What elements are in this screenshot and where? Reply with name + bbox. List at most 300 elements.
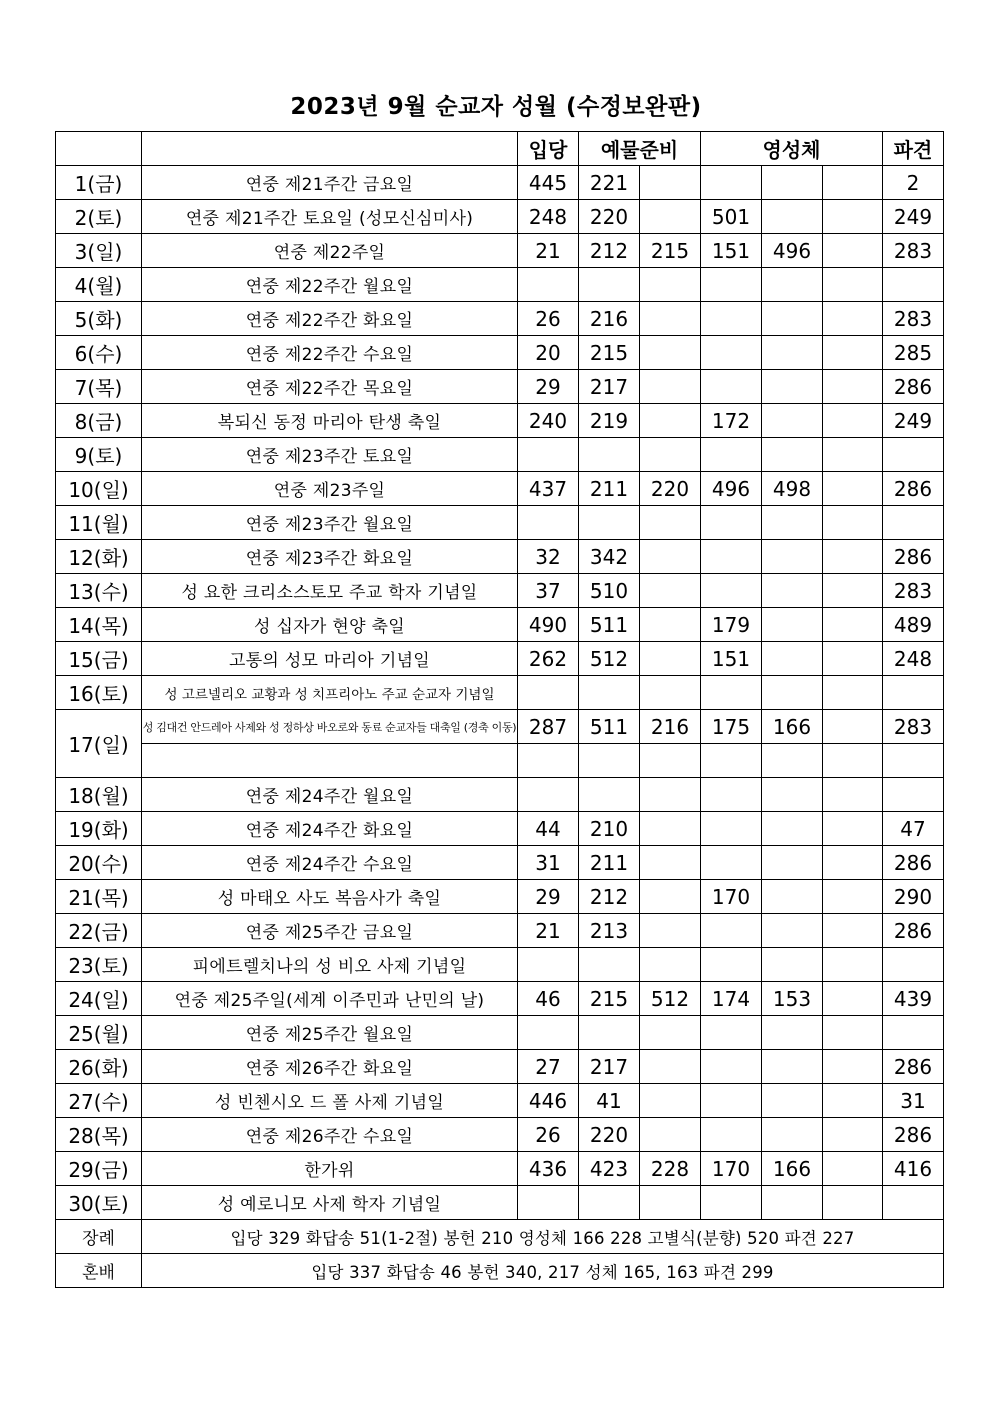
hymn-communion-1-cell: 174 — [701, 982, 762, 1016]
hymn-communion-2-cell — [762, 166, 823, 200]
empty-cell — [579, 744, 640, 778]
feast-cell: 연중 제24주간 월요일 — [142, 778, 518, 812]
hymn-communion-2-cell — [762, 336, 823, 370]
hymn-dismissal-cell: 286 — [883, 472, 944, 506]
hymn-communion-3-cell — [823, 1084, 883, 1118]
hymn-communion-2-cell — [762, 438, 823, 472]
hymn-offertory-2-cell: 216 — [640, 710, 701, 744]
feast-cell: 연중 제24주간 화요일 — [142, 812, 518, 846]
wedding-hymns: 입당 337 화답송 46 봉헌 340, 217 성체 165, 163 파견 299 — [142, 1254, 944, 1288]
hymn-entrance-cell: 29 — [518, 370, 579, 404]
hymn-offertory-1-cell: 211 — [579, 472, 640, 506]
header-row — [56, 132, 944, 166]
hymn-offertory-2-cell — [640, 948, 701, 982]
hymn-offertory-2-cell — [640, 1050, 701, 1084]
hymn-offertory-2-cell: 512 — [640, 982, 701, 1016]
hymn-communion-1-cell — [701, 268, 762, 302]
header-offertory: 예물준비 — [579, 132, 701, 166]
day-cell: 19(화) — [56, 812, 142, 846]
feast-cell: 연중 제22주간 월요일 — [142, 268, 518, 302]
hymn-offertory-2-cell — [640, 812, 701, 846]
hymn-communion-2-cell — [762, 1186, 823, 1220]
hymn-communion-3-cell — [823, 1016, 883, 1050]
hymn-communion-3-cell — [823, 336, 883, 370]
hymn-entrance-cell — [518, 948, 579, 982]
hymn-dismissal-cell: 290 — [883, 880, 944, 914]
table-row — [56, 540, 944, 574]
hymn-communion-2-cell — [762, 1118, 823, 1152]
hymn-offertory-1-cell: 212 — [579, 880, 640, 914]
hymn-communion-1-cell: 170 — [701, 1152, 762, 1186]
hymn-schedule-table — [55, 131, 944, 1288]
hymn-entrance-cell: 21 — [518, 234, 579, 268]
feast-cell: 연중 제22주간 목요일 — [142, 370, 518, 404]
hymn-offertory-2-cell — [640, 438, 701, 472]
hymn-communion-2-cell: 496 — [762, 234, 823, 268]
hymn-offertory-1-cell — [579, 948, 640, 982]
hymn-communion-3-cell — [823, 778, 883, 812]
hymn-offertory-2-cell — [640, 370, 701, 404]
header-entrance: 입당 — [518, 132, 579, 166]
hymn-communion-2-cell — [762, 1016, 823, 1050]
hymn-dismissal-cell: 286 — [883, 370, 944, 404]
hymn-offertory-1-cell: 220 — [579, 200, 640, 234]
feast-cell: 연중 제22주간 화요일 — [142, 302, 518, 336]
hymn-offertory-1-cell: 215 — [579, 982, 640, 1016]
hymn-offertory-2-cell — [640, 608, 701, 642]
hymn-entrance-cell — [518, 778, 579, 812]
hymn-dismissal-cell — [883, 948, 944, 982]
hymn-communion-1-cell: 496 — [701, 472, 762, 506]
hymn-communion-1-cell — [701, 302, 762, 336]
hymn-communion-3-cell — [823, 676, 883, 710]
hymn-offertory-1-cell: 41 — [579, 1084, 640, 1118]
hymn-communion-3-cell — [823, 302, 883, 336]
hymn-offertory-2-cell — [640, 1016, 701, 1050]
table-row — [56, 914, 944, 948]
feast-cell: 연중 제22주일 — [142, 234, 518, 268]
day-cell: 3(일) — [56, 234, 142, 268]
hymn-offertory-2-cell — [640, 540, 701, 574]
hymn-communion-2-cell — [762, 200, 823, 234]
table-row — [56, 880, 944, 914]
hymn-offertory-2-cell — [640, 404, 701, 438]
hymn-communion-3-cell — [823, 438, 883, 472]
hymn-offertory-2-cell — [640, 1118, 701, 1152]
table-row — [56, 370, 944, 404]
hymn-communion-2-cell — [762, 404, 823, 438]
feast-cell: 한가위 — [142, 1152, 518, 1186]
hymn-entrance-cell: 26 — [518, 302, 579, 336]
hymn-dismissal-cell: 249 — [883, 200, 944, 234]
hymn-communion-1-cell — [701, 1118, 762, 1152]
hymn-offertory-2-cell: 215 — [640, 234, 701, 268]
table-row — [56, 1016, 944, 1050]
hymn-entrance-cell: 446 — [518, 1084, 579, 1118]
hymn-offertory-1-cell — [579, 268, 640, 302]
day-cell: 12(화) — [56, 540, 142, 574]
table-row — [56, 778, 944, 812]
feast-cell: 연중 제25주간 금요일 — [142, 914, 518, 948]
hymn-communion-2-cell — [762, 540, 823, 574]
hymn-communion-1-cell — [701, 1050, 762, 1084]
hymn-communion-3-cell — [823, 1152, 883, 1186]
hymn-communion-1-cell — [701, 676, 762, 710]
hymn-offertory-2-cell — [640, 778, 701, 812]
feast-cell: 고통의 성모 마리아 기념일 — [142, 642, 518, 676]
hymn-communion-3-cell — [823, 608, 883, 642]
empty-cell — [762, 744, 823, 778]
day-cell: 16(토) — [56, 676, 142, 710]
day-cell: 15(금) — [56, 642, 142, 676]
hymn-offertory-1-cell: 221 — [579, 166, 640, 200]
hymn-communion-3-cell — [823, 370, 883, 404]
hymn-communion-1-cell — [701, 778, 762, 812]
page-title: 2023년 9월 순교자 성월 (수정보완판) — [290, 94, 702, 120]
empty-cell — [142, 744, 518, 778]
hymn-entrance-cell: 445 — [518, 166, 579, 200]
hymn-communion-1-cell — [701, 438, 762, 472]
header-day — [56, 132, 142, 166]
table-row — [56, 676, 944, 710]
day-cell: 8(금) — [56, 404, 142, 438]
hymn-dismissal-cell: 283 — [883, 710, 944, 744]
hymn-entrance-cell — [518, 1016, 579, 1050]
hymn-offertory-1-cell: 423 — [579, 1152, 640, 1186]
day-cell: 24(일) — [56, 982, 142, 1016]
table-row-day17 — [56, 710, 944, 744]
hymn-communion-1-cell: 175 — [701, 710, 762, 744]
table-row — [56, 200, 944, 234]
table-row — [56, 1152, 944, 1186]
hymn-communion-3-cell — [823, 880, 883, 914]
feast-cell: 성 김대건 안드레아 사제와 성 정하상 바오로와 동료 순교자들 대축일 (경축 이동) — [142, 710, 518, 744]
hymn-offertory-2-cell — [640, 506, 701, 540]
hymn-communion-2-cell: 153 — [762, 982, 823, 1016]
hymn-dismissal-cell — [883, 438, 944, 472]
day-cell: 2(토) — [56, 200, 142, 234]
hymn-offertory-1-cell — [579, 506, 640, 540]
table-row — [56, 404, 944, 438]
hymn-offertory-1-cell: 342 — [579, 540, 640, 574]
hymn-communion-1-cell — [701, 574, 762, 608]
funeral-row — [56, 1220, 944, 1254]
feast-cell: 연중 제23주간 화요일 — [142, 540, 518, 574]
hymn-communion-2-cell — [762, 642, 823, 676]
feast-cell: 성 요한 크리소스토모 주교 학자 기념일 — [142, 574, 518, 608]
feast-cell: 성 고르넬리오 교황과 성 치프리아노 주교 순교자 기념일 — [142, 676, 518, 710]
feast-cell: 연중 제23주간 토요일 — [142, 438, 518, 472]
hymn-offertory-1-cell — [579, 1186, 640, 1220]
hymn-communion-3-cell — [823, 914, 883, 948]
hymn-offertory-1-cell: 215 — [579, 336, 640, 370]
hymn-communion-1-cell — [701, 1016, 762, 1050]
header-dismissal: 파견 — [883, 132, 944, 166]
hymn-dismissal-cell: 489 — [883, 608, 944, 642]
hymn-offertory-1-cell: 220 — [579, 1118, 640, 1152]
table-row — [56, 642, 944, 676]
feast-cell: 성 십자가 현양 축일 — [142, 608, 518, 642]
hymn-entrance-cell: 44 — [518, 812, 579, 846]
hymn-offertory-1-cell: 512 — [579, 642, 640, 676]
feast-cell: 연중 제21주간 금요일 — [142, 166, 518, 200]
hymn-communion-2-cell — [762, 506, 823, 540]
day-cell: 20(수) — [56, 846, 142, 880]
hymn-dismissal-cell: 248 — [883, 642, 944, 676]
hymn-communion-2-cell — [762, 676, 823, 710]
hymn-communion-3-cell — [823, 1050, 883, 1084]
hymn-dismissal-cell: 286 — [883, 540, 944, 574]
day-cell: 5(화) — [56, 302, 142, 336]
hymn-offertory-2-cell — [640, 268, 701, 302]
hymn-offertory-2-cell: 220 — [640, 472, 701, 506]
hymn-communion-3-cell — [823, 642, 883, 676]
hymn-dismissal-cell: 286 — [883, 914, 944, 948]
hymn-communion-1-cell — [701, 506, 762, 540]
hymn-communion-1-cell: 151 — [701, 642, 762, 676]
hymn-offertory-1-cell — [579, 778, 640, 812]
hymn-offertory-2-cell — [640, 1084, 701, 1118]
table-row — [56, 1186, 944, 1220]
hymn-offertory-2-cell — [640, 914, 701, 948]
hymn-entrance-cell: 240 — [518, 404, 579, 438]
hymn-entrance-cell: 490 — [518, 608, 579, 642]
table-row — [56, 268, 944, 302]
hymn-communion-3-cell — [823, 948, 883, 982]
hymn-communion-3-cell — [823, 540, 883, 574]
hymn-offertory-1-cell: 217 — [579, 1050, 640, 1084]
hymn-communion-3-cell — [823, 812, 883, 846]
empty-cell — [518, 744, 579, 778]
hymn-offertory-2-cell — [640, 676, 701, 710]
hymn-communion-2-cell — [762, 608, 823, 642]
empty-cell — [823, 744, 883, 778]
hymn-offertory-2-cell — [640, 166, 701, 200]
hymn-communion-3-cell — [823, 268, 883, 302]
hymn-entrance-cell: 32 — [518, 540, 579, 574]
hymn-offertory-1-cell: 216 — [579, 302, 640, 336]
empty-cell — [701, 744, 762, 778]
hymn-entrance-cell: 29 — [518, 880, 579, 914]
feast-cell: 피에트렐치나의 성 비오 사제 기념일 — [142, 948, 518, 982]
hymn-communion-2-cell — [762, 948, 823, 982]
table-row — [56, 608, 944, 642]
hymn-offertory-2-cell — [640, 846, 701, 880]
hymn-communion-1-cell: 172 — [701, 404, 762, 438]
table-row — [56, 1084, 944, 1118]
hymn-communion-2-cell — [762, 846, 823, 880]
hymn-entrance-cell: 46 — [518, 982, 579, 1016]
hymn-dismissal-cell — [883, 268, 944, 302]
day-cell: 13(수) — [56, 574, 142, 608]
hymn-dismissal-cell — [883, 778, 944, 812]
empty-cell — [640, 744, 701, 778]
feast-cell: 연중 제21주간 토요일 (성모신심미사) — [142, 200, 518, 234]
hymn-dismissal-cell — [883, 1016, 944, 1050]
hymn-entrance-cell: 248 — [518, 200, 579, 234]
table-row-day17-extra — [56, 744, 944, 778]
hymn-communion-3-cell — [823, 404, 883, 438]
feast-cell: 연중 제25주간 월요일 — [142, 1016, 518, 1050]
hymn-communion-2-cell — [762, 1084, 823, 1118]
hymn-communion-2-cell — [762, 574, 823, 608]
hymn-communion-1-cell — [701, 846, 762, 880]
hymn-offertory-2-cell — [640, 336, 701, 370]
hymn-communion-1-cell — [701, 812, 762, 846]
hymn-offertory-2-cell — [640, 302, 701, 336]
wedding-label: 혼배 — [56, 1254, 142, 1288]
hymn-communion-1-cell: 501 — [701, 200, 762, 234]
table-row — [56, 812, 944, 846]
hymn-dismissal-cell — [883, 676, 944, 710]
day-cell: 6(수) — [56, 336, 142, 370]
hymn-offertory-2-cell — [640, 200, 701, 234]
hymn-offertory-1-cell — [579, 676, 640, 710]
hymn-offertory-1-cell: 212 — [579, 234, 640, 268]
hymn-communion-2-cell: 166 — [762, 710, 823, 744]
hymn-entrance-cell: 287 — [518, 710, 579, 744]
table-row — [56, 948, 944, 982]
hymn-offertory-1-cell — [579, 1016, 640, 1050]
hymn-entrance-cell: 27 — [518, 1050, 579, 1084]
table-row — [56, 982, 944, 1016]
table-row — [56, 302, 944, 336]
hymn-communion-2-cell: 498 — [762, 472, 823, 506]
hymn-entrance-cell: 31 — [518, 846, 579, 880]
hymn-offertory-2-cell — [640, 880, 701, 914]
table-row — [56, 846, 944, 880]
wedding-row — [56, 1254, 944, 1288]
feast-cell: 복되신 동정 마리아 탄생 축일 — [142, 404, 518, 438]
funeral-hymns: 입당 329 화답송 51(1-2절) 봉헌 210 영성체 166 228 고별식(분향) 520 파견 227 — [142, 1220, 944, 1254]
hymn-offertory-1-cell: 217 — [579, 370, 640, 404]
feast-cell: 성 예로니모 사제 학자 기념일 — [142, 1186, 518, 1220]
hymn-dismissal-cell: 2 — [883, 166, 944, 200]
funeral-label: 장례 — [56, 1220, 142, 1254]
day-cell: 18(월) — [56, 778, 142, 812]
day-cell: 10(일) — [56, 472, 142, 506]
hymn-communion-2-cell — [762, 812, 823, 846]
hymn-offertory-2-cell — [640, 1186, 701, 1220]
hymn-entrance-cell: 20 — [518, 336, 579, 370]
hymn-communion-1-cell — [701, 1084, 762, 1118]
hymn-communion-1-cell: 170 — [701, 880, 762, 914]
hymn-communion-1-cell: 151 — [701, 234, 762, 268]
day-cell: 25(월) — [56, 1016, 142, 1050]
day-cell: 30(토) — [56, 1186, 142, 1220]
hymn-communion-3-cell — [823, 710, 883, 744]
day-cell: 9(토) — [56, 438, 142, 472]
hymn-offertory-2-cell — [640, 642, 701, 676]
hymn-entrance-cell: 262 — [518, 642, 579, 676]
table-row — [56, 472, 944, 506]
header-communion: 영성체 — [701, 132, 883, 166]
hymn-communion-2-cell — [762, 914, 823, 948]
day-cell: 29(금) — [56, 1152, 142, 1186]
hymn-offertory-1-cell: 510 — [579, 574, 640, 608]
hymn-communion-3-cell — [823, 166, 883, 200]
hymn-entrance-cell: 37 — [518, 574, 579, 608]
hymn-dismissal-cell: 283 — [883, 302, 944, 336]
hymn-communion-3-cell — [823, 1186, 883, 1220]
hymn-offertory-2-cell — [640, 574, 701, 608]
day-cell: 14(목) — [56, 608, 142, 642]
hymn-communion-1-cell — [701, 1186, 762, 1220]
feast-cell: 연중 제26주간 수요일 — [142, 1118, 518, 1152]
empty-cell — [883, 744, 944, 778]
table-row — [56, 336, 944, 370]
feast-cell: 연중 제22주간 수요일 — [142, 336, 518, 370]
hymn-dismissal-cell: 286 — [883, 1050, 944, 1084]
hymn-dismissal-cell: 439 — [883, 982, 944, 1016]
hymn-entrance-cell — [518, 506, 579, 540]
hymn-dismissal-cell: 31 — [883, 1084, 944, 1118]
day-cell: 4(월) — [56, 268, 142, 302]
hymn-communion-3-cell — [823, 472, 883, 506]
hymn-dismissal-cell: 286 — [883, 1118, 944, 1152]
hymn-entrance-cell: 436 — [518, 1152, 579, 1186]
table-row — [56, 574, 944, 608]
hymn-entrance-cell: 437 — [518, 472, 579, 506]
hymn-communion-2-cell: 166 — [762, 1152, 823, 1186]
table-row — [56, 1118, 944, 1152]
table-row — [56, 1050, 944, 1084]
hymn-dismissal-cell: 416 — [883, 1152, 944, 1186]
hymn-offertory-1-cell: 210 — [579, 812, 640, 846]
hymn-entrance-cell — [518, 268, 579, 302]
hymn-offertory-1-cell: 511 — [579, 608, 640, 642]
table-row — [56, 234, 944, 268]
feast-cell: 연중 제25주일(세계 이주민과 난민의 날) — [142, 982, 518, 1016]
hymn-communion-3-cell — [823, 846, 883, 880]
header-feast — [142, 132, 518, 166]
hymn-entrance-cell: 21 — [518, 914, 579, 948]
hymn-communion-3-cell — [823, 506, 883, 540]
hymn-communion-1-cell — [701, 336, 762, 370]
feast-cell: 연중 제23주간 월요일 — [142, 506, 518, 540]
hymn-communion-3-cell — [823, 200, 883, 234]
hymn-communion-1-cell — [701, 370, 762, 404]
hymn-dismissal-cell — [883, 506, 944, 540]
day-cell: 22(금) — [56, 914, 142, 948]
hymn-communion-1-cell — [701, 948, 762, 982]
feast-cell: 성 마태오 사도 복음사가 축일 — [142, 880, 518, 914]
hymn-communion-2-cell — [762, 778, 823, 812]
hymn-offertory-1-cell: 211 — [579, 846, 640, 880]
hymn-communion-1-cell — [701, 166, 762, 200]
day-cell: 23(토) — [56, 948, 142, 982]
day-cell: 26(화) — [56, 1050, 142, 1084]
table-row — [56, 438, 944, 472]
hymn-entrance-cell — [518, 438, 579, 472]
hymn-dismissal-cell — [883, 1186, 944, 1220]
hymn-communion-1-cell — [701, 540, 762, 574]
day-cell: 21(목) — [56, 880, 142, 914]
day-cell: 17(일) — [56, 710, 142, 778]
hymn-communion-1-cell: 179 — [701, 608, 762, 642]
hymn-entrance-cell — [518, 1186, 579, 1220]
table-row — [56, 506, 944, 540]
hymn-communion-3-cell — [823, 1118, 883, 1152]
hymn-communion-2-cell — [762, 880, 823, 914]
table-row — [56, 166, 944, 200]
hymn-communion-2-cell — [762, 268, 823, 302]
hymn-entrance-cell — [518, 676, 579, 710]
hymn-dismissal-cell: 47 — [883, 812, 944, 846]
hymn-communion-2-cell — [762, 370, 823, 404]
hymn-communion-3-cell — [823, 982, 883, 1016]
day-cell: 28(목) — [56, 1118, 142, 1152]
